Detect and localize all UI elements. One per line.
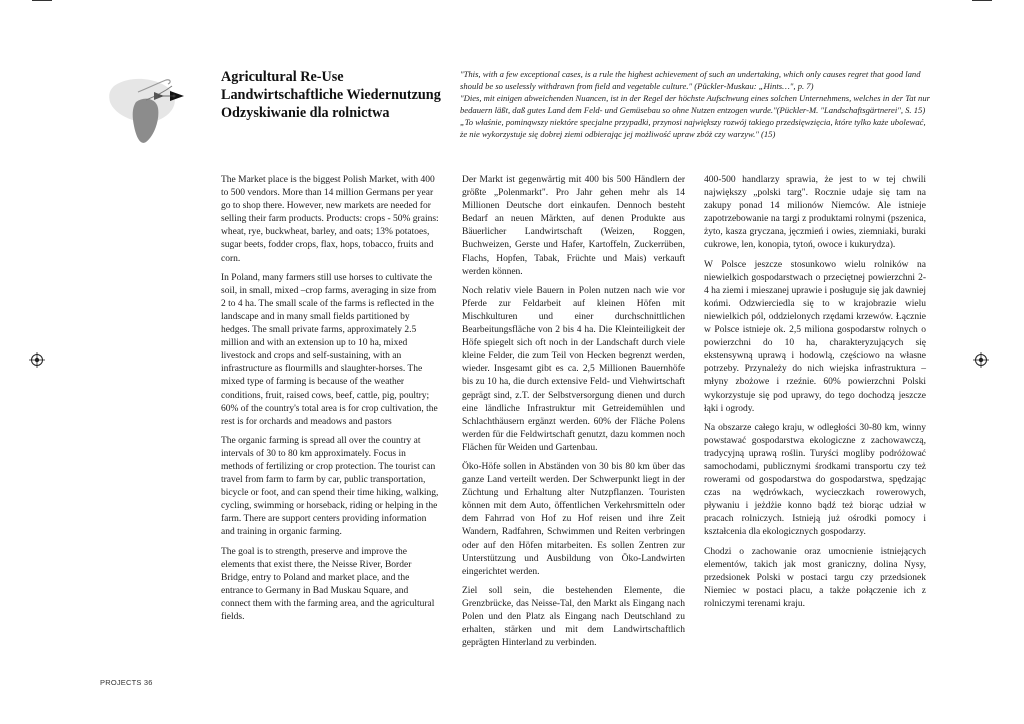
registration-mark-right-icon [973,352,989,368]
paragraph: 400-500 handlarzy sprawia, że jest to w tej chwili największy „polski targ". Rocznie udaje się tam na zakupy ponad 14 milionów Niemców. Ale istnieje zapotrzebowanie na targi z produktami rolnymi (pszenica, żyto, kasza gryczana, jęczmień i owies, ziemniaki, buraki cukrowe, len, konopia, tytoń, owoce i kukurydza). [704,175,926,251]
column-english [221,174,439,630]
registration-mark-left-icon [29,352,45,368]
paragraph: The Market place is the biggest Polish Market, with 400 to 500 vendors. More than 14 million Germans per year go to shop there. However, new markets are needed for selling their farm products. Products: crops - 50% grains: wheat, rye, buckwheat, barley, and oats; 13% potatoes, sugar beets, fodder crops, flax, hops, tobacco, fruits and corn. [221,175,439,264]
paragraph: Noch relativ viele Bauern in Polen nutzen nach wie vor Pferde zur Feldarbeit auf kleinen Höfen mit Mischkulturen und einer durchschnittlichen Bearbeitungsfläche von 2 bis 4 ha. Die Kleinteiligkeit der Höfe spiegelt sich oft noch in der Landschaft durch viele kleine Felder, die zum Teil von Hecken begrenzt werden, wieder. Insgesamt gibt es ca. 2,5 Millionen Bauernhöfe bis zu 10 ha, die durch extensive Feld- und Viehwirtschaft geprägt sind, z.T. der Selbstversorgung dienen und durch eine ländliche Infrastruktur mit Getreidemühlen und Schlachthäusern ergänzt werden. 60% der Fläche Polens werden für die Feldwirtschaft genutzt, dazu kommen noch Flächen für Weiden und Gartenbau. [462,285,685,453]
title-polish: Odzyskiwanie dla rolnictwa [221,105,390,121]
page-number-footer: PROJECTS 36 [100,678,153,687]
site-map-graphic-icon [100,66,200,166]
paragraph: Na obszarze całego kraju, w odległości 30-80 km, winny powstawać gospodarstwa ekologiczne z zachowawczą, tradycyjną uprawą roślin. Turyści mogliby podróżować samochodami, publicznymi środkami transportu czy też rowerami od gospodarstwa do gospodarstwa, spędzając czas na wędrówkach, wycieczkach rowerowych, pływaniu i jeżdżie konno bądź też biorąc udział w pracach rolniczych. Istnieją już ośrodki pomocy i kształcenia dla ekologicznych gospodarzy. [704,422,926,538]
quote-block [460,68,930,141]
paragraph: In Poland, many farmers still use horses to cultivate the soil, in small, mixed –crop farms, averaging in size from 2 to 4 ha. The small scale of the farms is reflected in the landscape and in many small fields partitioned by hedges. The small private farms, approximately 2.5 million and with an extension up to 10 ha, mixed livestock and crops and self-sustaining, with an infrastructure as flourmills and slaughter-horses. The mixed type of farming is because of the weather conditions, fruit, raised cows, beef, cattle, pig, poultry; 60% of the country's total area is for crop cultivation, the rest is for orchards and meadows and pastors [221,272,438,427]
paragraph: Der Markt ist gegenwärtig mit 400 bis 500 Händlern der größte „Polenmarkt". Pro Jahr gehen mehr als 14 Millionen Deutsche dort einkaufen. Dennoch besteht Bedarf an neuen Märkten, auf denen Produkte aus Bäuerlicher Landwirtschaft (Weizen, Roggen, Buchweizen, Gerste und Hafer, Kartoffeln, Zuckerrüben, Flachs, Hopfen, Tabak, Früchte und Mais) verkauft werden können. [462,175,685,277]
paragraph: Öko-Höfe sollen in Abständen von 30 bis 80 km über das ganze Land verteilt werden. Der Schwerpunkt liegt in der Züchtung und Erhaltung alter Nutzpflanzen. Touristen können mit dem Auto, öffentlichen Verkehrsmitteln oder dem Fahrrad von Hof zu Hof reisen und ihre Zeit Wandern, Radfahren, Schwimmen und Reiten verbringen oder auf den Höfen mitarbeiten. Es sollen Zentren zur Unterstützung und Ausbildung von Öko-Landwirten eingerichtet werden. [462,461,685,577]
paragraph: Ziel soll sein, die bestehenden Elemente, die Grenzbrücke, das Neisse-Tal, den Markt als Eingang nach Polen und den Platz als Eingang nach Deutschland zu erhalten, stärken und mit dem Landwirtschaftlich geprägten Hinterland zu verbinden. [462,585,685,649]
paragraph: The goal is to strength, preserve and improve the elements that exist there, the Neisse River, Border Bridge, entry to Poland and market place, and the entrance to Germany in Bad Muskau Square, and connect them with the farming area, and the agricultural fields. [221,546,435,622]
paragraph: The organic farming is spread all over the country at intervals of 30 to 80 km approximately. Focus in methods of fertilizing or crop protection. The tourist can travel from farm to farm by car, public transportation, bicycle or foot, and can spend their time hiking, walking, cycling, swimming or horseback, riding or helping in the farm. There are support centers providing information and training in organic farming. [221,435,439,538]
title-english: Agricultural Re-Use [221,69,344,85]
paragraph: W Polsce jeszcze stosunkowo wielu rolników na niewielkich gospodarstwach o przeciętnej powierzchni 2-4 ha ziemi i mieszanej uprawie i posługuje się jak dawniej końmi. Odzwierciedla się to w krajobrazie wielu niewielkich pól, oddzielonych rzędami krzewów. Łącznie w Polsce istnieje ok. 2,5 miliona gospodarstw rolnych o powierzchni do 10 ha, charakteryzujących się ekstensywną uprawą i hodowlą, częściowo na własne potrzeby. Przynależy do nich wiejska infrastruktura – młyny zbożowe i rzeźnie. 60% powierzchni Polski wykorzystuje się pod uprawy, do tego dochodzą jeszcze łąki i ogrody. [704,259,926,414]
quote-english: "This, with a few exceptional cases, is a rule the highest achievement of such an undertaking, which only causes regret that good land should be so uselessly withdrawn from field and vegetable culture." (Pückler-Muskau: „Hints…", p. 7) [460,69,921,92]
quote-polish: „To właśnie, pominąwszy niektóre specjalne przypadki, przynosi największy rozwój takiego przedsięwzięcia, które tylko każe ubolewać, że nie wykorzystuje się dobrej ziemi odbierając jej możliwość upraw zbóż czy warzyw." (15) [460,117,926,140]
column-polish [704,174,926,617]
quote-german: "Dies, mit einigen abweichenden Nuancen, ist in der Regel der höchste Aufschwung eines solchen Unternehmens, welches in der Tat nur bedauern läßt, daß gutes Land dem Feld- und Gemüsebau so ohne Nutzen entzogen wurde."(Pückler-M. "Landschaftsgärtnerei", S. 15) [460,93,930,116]
crop-mark-top-right [972,0,992,1]
title-block [221,68,451,122]
title-german: Landwirtschaftliche Wiedernutzung [221,87,441,103]
paragraph: Chodzi o zachowanie oraz umocnienie istniejących elementów, takich jak most graniczny, dolina Nysy, przedsionek Polski w postaci targu czy przedsionek Niemiec w postaci placu, a także połączenie ich z rolniczymi terenami kraju. [704,546,926,609]
column-german [462,174,685,656]
crop-mark-top-left [32,0,52,1]
